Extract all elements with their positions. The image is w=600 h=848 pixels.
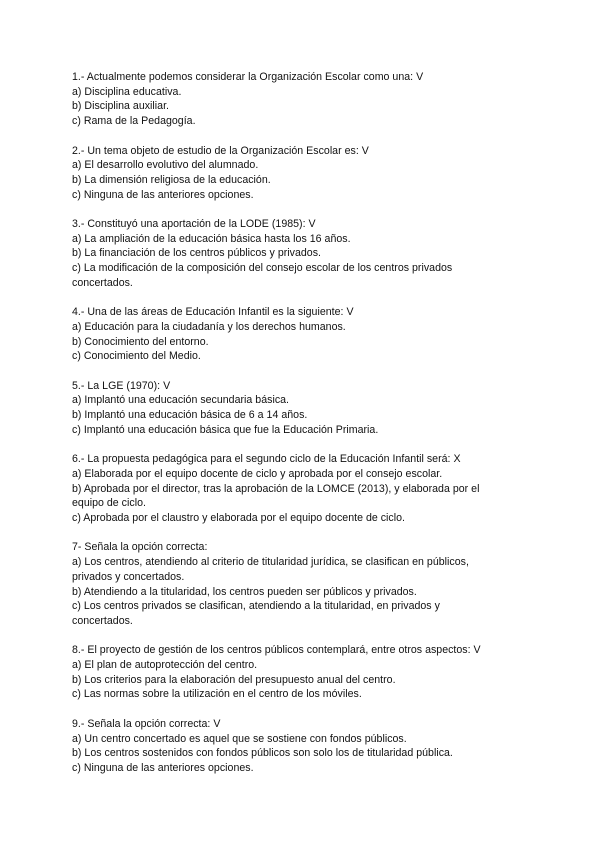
option-a: a) El plan de autoprotección del centro. bbox=[72, 659, 258, 672]
option-b: b) Los centros sostenidos con fondos públicos son solo los de titularidad pública. bbox=[72, 747, 453, 760]
option-a: a) La ampliación de la educación básica hasta los 16 años. bbox=[72, 232, 351, 245]
question-9 bbox=[72, 717, 502, 776]
option-a: a) Elaborada por el equipo docente de ciclo y aprobada por el consejo escolar. bbox=[72, 467, 443, 480]
question-7 bbox=[72, 540, 502, 628]
option-c: c) Implantó una educación básica que fue la Educación Primaria. bbox=[72, 423, 379, 436]
option-b: b) Atendiendo a la titularidad, los centros pueden ser públicos y privados. bbox=[72, 585, 417, 598]
option-b: b) Implantó una educación básica de 6 a 14 años. bbox=[72, 409, 308, 422]
question-3 bbox=[72, 217, 502, 291]
question-title: 4.- Una de las áreas de Educación Infantil es la siguiente: V bbox=[72, 306, 354, 319]
question-4 bbox=[72, 305, 502, 364]
option-c: c) Las normas sobre la utilización en el centro de los móviles. bbox=[72, 688, 362, 701]
question-list bbox=[72, 70, 502, 790]
option-c: c) Aprobada por el claustro y elaborada por el equipo docente de ciclo. bbox=[72, 512, 405, 525]
question-title: 5.- La LGE (1970): V bbox=[72, 379, 171, 392]
question-title: 3.- Constituyó una aportación de la LODE (1985): V bbox=[72, 218, 316, 230]
question-title: 8.- El proyecto de gestión de los centros públicos contemplará, entre otros aspectos: V bbox=[72, 644, 481, 657]
question-title: 2.- Un tema objeto de estudio de la Organización Escolar es: V bbox=[72, 144, 369, 157]
option-b: b) Los criterios para la elaboración del presupuesto anual del centro. bbox=[72, 673, 396, 686]
question-title: 6.- La propuesta pedagógica para el segundo ciclo de la Educación Infantil será: X bbox=[72, 453, 461, 466]
question-2 bbox=[72, 144, 502, 203]
question-5 bbox=[72, 379, 502, 438]
option-b: b) La financiación de los centros públicos y privados. bbox=[72, 247, 321, 260]
question-title: 7- Señala la opción correcta: bbox=[72, 541, 208, 554]
option-b: b) Aprobada por el director, tras la aprobación de la LOMCE (2013), y elaborada por el equipo de ciclo. bbox=[72, 482, 480, 510]
option-b: b) Disciplina auxiliar. bbox=[72, 100, 170, 113]
option-c: c) Ninguna de las anteriores opciones. bbox=[72, 761, 254, 774]
option-a: a) Un centro concertado es aquel que se sostiene con fondos públicos. bbox=[72, 732, 407, 745]
option-c: c) Ninguna de las anteriores opciones. bbox=[72, 188, 254, 201]
option-a: a) Disciplina educativa. bbox=[72, 85, 182, 98]
question-title: 1.- Actualmente podemos considerar la Organización Escolar como una: V bbox=[72, 71, 424, 83]
option-b: b) Conocimiento del entorno. bbox=[72, 335, 209, 348]
option-c: c) Rama de la Pedagogía. bbox=[72, 115, 196, 128]
question-8 bbox=[72, 643, 502, 702]
option-b: b) La dimensión religiosa de la educación. bbox=[72, 173, 271, 186]
option-c: c) Los centros privados se clasifican, atendiendo a la titularidad, en privados y concertados. bbox=[72, 600, 440, 627]
question-6 bbox=[72, 452, 502, 526]
question-title: 9.- Señala la opción correcta: V bbox=[72, 717, 221, 730]
option-a: a) El desarrollo evolutivo del alumnado. bbox=[72, 159, 259, 172]
option-a: a) Los centros, atendiendo al criterio de titularidad jurídica, se clasifican en públicos, privados y concertados. bbox=[72, 556, 469, 583]
option-a: a) Implantó una educación secundaria básica. bbox=[72, 394, 290, 407]
question-1 bbox=[72, 70, 502, 129]
option-c: c) Conocimiento del Medio. bbox=[72, 350, 201, 363]
option-a: a) Educación para la ciudadanía y los derechos humanos. bbox=[72, 320, 346, 333]
option-c: c) La modificación de la composición del consejo escolar de los centros privados concertados. bbox=[72, 262, 453, 289]
